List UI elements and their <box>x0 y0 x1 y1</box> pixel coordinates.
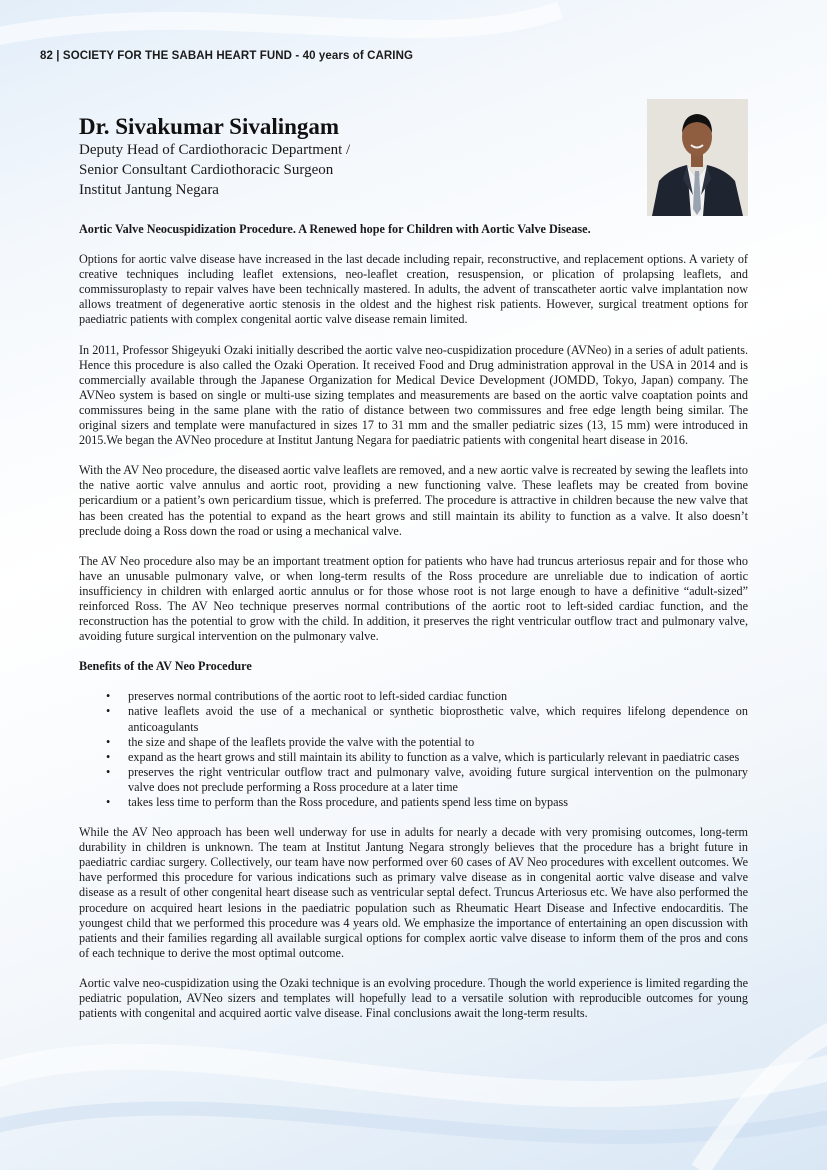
page-header <box>40 50 413 62</box>
paragraph: The AV Neo procedure also may be an important treatment option for patients who have had truncus arteriosus repair and for those who have an unusable pulmonary valve, or when long-term results of the Ross procedure are unreliable due to indication of aortic insufficiency in children with enlarged aortic annulus or for those whose root is not large enough to have a definitive “adult-sized” reinforced Ross. The AV Neo technique preserves normal contributions of the aortic root to left-sided cardiac function, and the reconstruction has the potential to grow with the child. In addition, it preserves the right ventricular outflow tract and pulmonary valve, avoiding future surgical intervention on the pulmonary valve. <box>79 553 748 644</box>
paragraph: While the AV Neo approach has been well underway for use in adults for nearly a decade with very promising outcomes, long-term durability in children is unknown. The team at Institut Jantung Negara strongly believes that the procedure has a bright future in paediatric cardiac surgery. Collectively, our team have now performed over 60 cases of AV Neo procedures with excellent outcomes. We have performed this procedure for various indications such as primary valve disease as in congenital aortic valve disease and valve disease as a result of other congenital heart disease such as ventricular septal defect. Truncus Arteriosus etc. We have also performed the procedure on acquired heart lesions in the paediatric population such as Rheumatic Heart Disease and Infective endocarditis. The youngest child that we performed this procedure was 4 years old. We emphasize the importance of entertaining an open discussion with patients and their families regarding all available surgical options for complex aortic valve disease to inform them of the pros and cons of each technique to derive the most optimal outcome. <box>79 825 748 960</box>
benefit-item: • preserves the right ventricular outflow tract and pulmonary valve, avoiding future surgical intervention on the pulmonary valve does not preclude performing a Ross procedure at a later time <box>128 765 748 795</box>
benefits-heading: Benefits of the AV Neo Procedure <box>79 659 252 674</box>
benefit-item: • the size and shape of the leaflets provide the valve with the potential to <box>128 735 748 750</box>
benefit-item: • takes less time to perform than the Ross procedure, and patients spend less time on bypass <box>128 795 748 810</box>
page-number: 82 <box>40 50 53 62</box>
benefit-item: • native leaflets avoid the use of a mechanical or synthetic bioprosthetic valve, which requires lifelong dependence on anticoagulants <box>128 704 748 734</box>
author-role-line: Senior Consultant Cardiothoracic Surgeon <box>79 162 334 178</box>
benefit-item: • expand as the heart grows and still maintain its ability to function as a valve, which is particularly relevant in paediatric cases <box>128 750 748 765</box>
article-body <box>79 222 748 1036</box>
author-photo <box>647 99 748 216</box>
benefits-list <box>79 689 748 810</box>
benefit-item: • preserves normal contributions of the aortic root to left-sided cardiac function <box>128 689 748 704</box>
author-affiliation: Institut Jantung Negara <box>79 182 219 198</box>
header-separator: | <box>56 50 60 62</box>
paragraph: Options for aortic valve disease have increased in the last decade including repair, reconstructive, and replacement options. A variety of creative techniques including leaflet extensions, neo-leaflet creation, resuspension, or plication of prolapsing leaflets, and commissuroplasty to repair valves have been technically mastered. In adults, the advent of transcatheter aortic valve implantation now allows treatment of degenerative aortic stenosis in the oldest and the highest risk patients. However, surgical treatment options for paediatric patients with complex congenital aortic valve disease remain limited. <box>79 252 748 327</box>
author-role-line: Deputy Head of Cardiothoracic Department / <box>79 142 351 158</box>
paragraph: With the AV Neo procedure, the diseased aortic valve leaflets are removed, and a new aortic valve is recreated by sewing the leaflets into the native aortic valve annulus and aortic root, providing a new functioning valve. These leaflets may be created from bovine pericardium or a patient’s own pericardium tissue, which is preferred. The procedure is attractive in children because the new valve that has been created has the potential to expand as the heart grows and still maintain its ability to function as a valve. It also doesn’t preclude doing a Ross down the road or using a mechanical valve. <box>79 463 748 538</box>
publication-title: SOCIETY FOR THE SABAH HEART FUND - 40 years of CARING <box>62 50 414 62</box>
paragraph: In 2011, Professor Shigeyuki Ozaki initially described the aortic valve neo-cuspidization procedure (AVNeo) in a series of adult patients. Hence this procedure is also called the Ozaki Operation. It received Food and Drug administration approval in the USA in 2014 and is commercially available through the Japanese Organization for Medical Device Development (JOMDD, Tokyo, Japan) company. The AVNeo system is based on single or multi-use sizing templates and measurements are based on the aortic valve coaptation points and commissures being in the same plane with the ratio of distance between two commissures and free edge length being similar. The original sizers and template were manufactured in sizes 17 to 31 mm and the smaller pediatric sizes (13, 15 mm) were introduced in 2015.We began the AVNeo procedure at Institut Jantung Negara for paediatric patients with congenital heart disease in 2016. <box>79 342 748 448</box>
article-headline: Aortic Valve Neocuspidization Procedure. A Renewed hope for Children with Aortic Valve Disease. <box>79 222 591 236</box>
paragraph: Aortic valve neo-cuspidization using the Ozaki technique is an evolving procedure. Though the world experience is limited regarding the pediatric population, AVNeo sizers and templates will hopefully lead to a versatile solution with reproducible outcomes for young patients with congenital and acquired aortic valve disease. Final conclusions await the long-term results. <box>79 975 748 1021</box>
author-name: Dr. Sivakumar Sivalingam <box>79 114 340 139</box>
